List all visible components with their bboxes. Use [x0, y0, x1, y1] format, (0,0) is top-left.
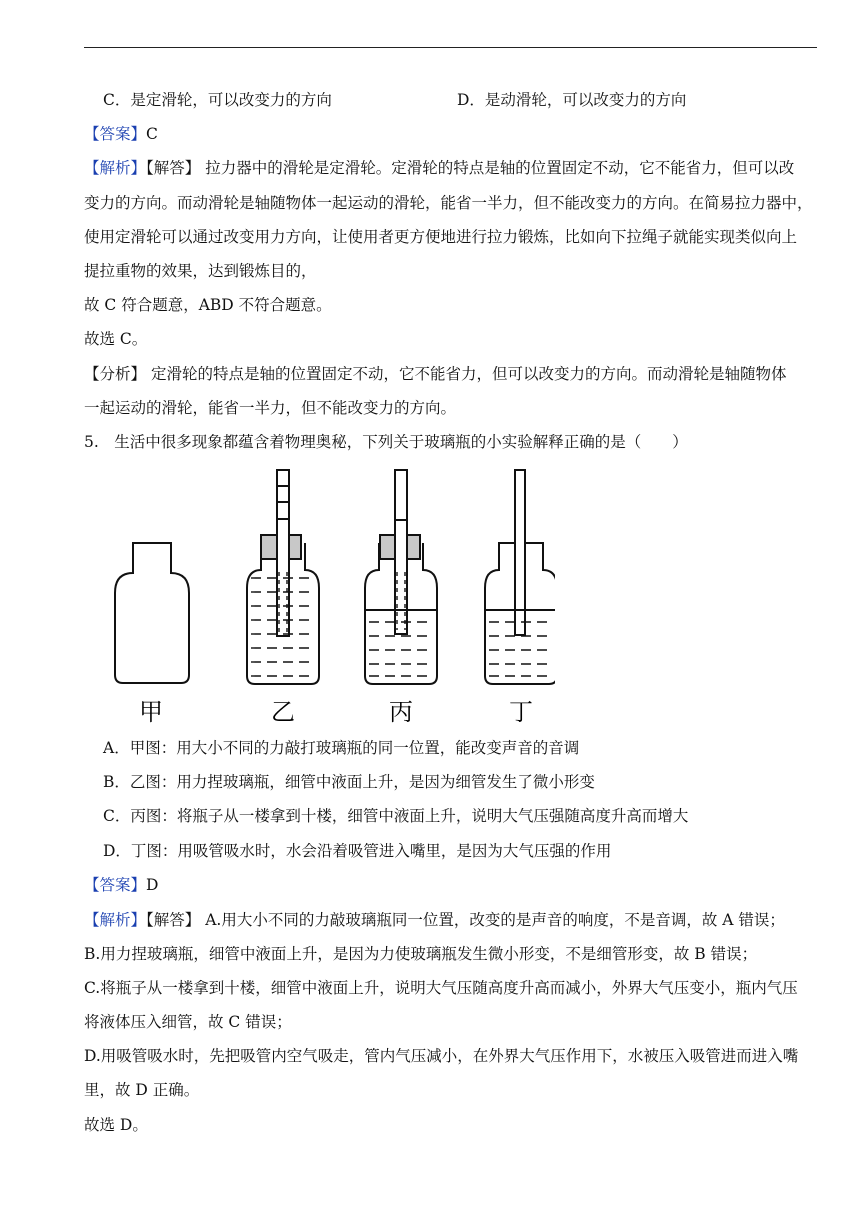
q5-jiexi-line-2: B.用力捏玻璃瓶，细管中液面上升，是因为力使玻璃瓶发生微小形变，不是细管形变，故 B 错误；	[84, 945, 758, 963]
question-5-option-d: D．丁图：用吸管吸水时，水会沿着吸管进入嘴里，是因为大气压强的作用	[103, 842, 612, 860]
answer-value: D	[146, 876, 159, 894]
tube-yi	[277, 470, 289, 636]
prev-jiexi-line-4: 提拉重物的效果，达到锻炼目的，	[84, 262, 317, 280]
jiexi-tag: 【解析】	[84, 159, 147, 177]
question-5-option-b: B．乙图：用力捏玻璃瓶，细管中液面上升，是因为细管发生了微小形变	[103, 773, 595, 791]
jiexi-tag: 【解析】	[84, 911, 147, 929]
prev-option-c: C．是定滑轮，可以改变力的方向	[103, 91, 332, 109]
q5-jiexi-line-4: 将液体压入细管，故 C 错误；	[84, 1013, 292, 1031]
prev-jiexi-line-6: 故选 C。	[84, 330, 148, 348]
answer-value: C	[146, 125, 158, 143]
prev-option-d: D．是动滑轮，可以改变力的方向	[457, 91, 687, 109]
question-5-option-a: A．甲图：用大小不同的力敲打玻璃瓶的同一位置，能改变声音的音调	[103, 739, 580, 757]
bottle-bing	[365, 470, 437, 684]
header-rule	[84, 47, 817, 48]
fenxi-tag: 【分析】	[84, 365, 147, 383]
question-5-stem: 5. 生活中很多现象都蕴含着物理奥秘，下列关于玻璃瓶的小实验解释正确的是（ ）	[84, 433, 688, 451]
q5-jiexi-line-5: D.用吸管吸水时，先把吸管内空气吸走，管内气压减小，在外界大气压作用下，水被压入吸管进而进入嘴	[84, 1047, 799, 1065]
q5-jiexi-line-3: C.将瓶子从一楼拿到十楼，细管中液面上升，说明大气压随高度升高而减小，外界大气压变小，瓶内气压	[84, 979, 798, 997]
bottle-jia	[115, 543, 189, 683]
label-ding: 丁	[509, 698, 533, 726]
prev-answer-line	[84, 124, 158, 144]
answer-tag: 【答案】	[84, 125, 147, 143]
q5-jiexi-line-7: 故选 D。	[84, 1116, 148, 1134]
label-bing: 丙	[389, 698, 413, 726]
question-5-answer-line	[84, 875, 158, 895]
prev-jiexi-line-5: 故 C 符合题意，ABD 不符合题意。	[84, 296, 332, 314]
bottle-figure	[95, 462, 555, 730]
prev-jiexi-line-3: 使用定滑轮可以通过改变用力方向，让使用者更方便地进行拉力锻炼，比如向下拉绳子就能实现类似向上	[84, 228, 798, 246]
prev-fenxi-line-2: 一起运动的滑轮，能省一半力，但不能改变力的方向。	[84, 399, 457, 417]
label-yi: 乙	[271, 698, 295, 726]
prev-jiexi-line-2: 变力的方向。而动滑轮是轴随物体一起运动的滑轮，能省一半力，但不能改变力的方向。在简易拉力器中，	[84, 194, 813, 212]
q5-jiexi-line-1: 【解析】【解答】 A.用大小不同的力敲玻璃瓶同一位置，改变的是声音的响度，不是音调，故 A 错误；	[84, 911, 785, 929]
question-5-option-c: C．丙图：将瓶子从一楼拿到十楼，细管中液面上升，说明大气压强随高度升高而增大	[103, 807, 689, 825]
bottle-ding	[485, 470, 555, 684]
answer-tag: 【答案】	[84, 876, 147, 894]
q5-jiexi-line-6: 里，故 D 正确。	[84, 1081, 200, 1099]
prev-jiexi-line-1: 【解析】【解答】 拉力器中的滑轮是定滑轮。定滑轮的特点是轴的位置固定不动，它不能省力，但可以改	[84, 159, 795, 177]
prev-fenxi-line-1: 【分析】 定滑轮的特点是轴的位置固定不动，它不能省力，但可以改变力的方向。而动滑轮是轴随物体	[84, 365, 787, 383]
bottle-yi	[247, 470, 319, 684]
label-jia: 甲	[139, 698, 163, 726]
